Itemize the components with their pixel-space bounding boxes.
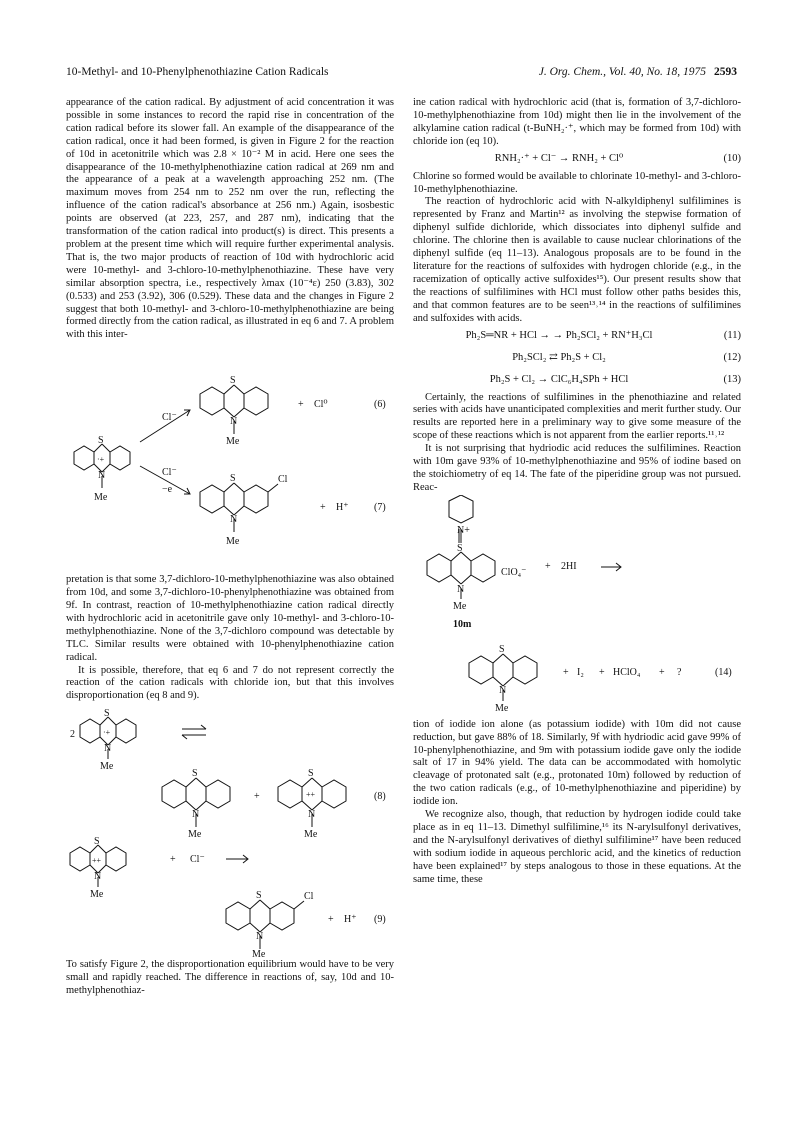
compound-label-10m: 10m — [453, 618, 472, 630]
dication-charge: ++ — [306, 790, 316, 800]
sulfur-label: S — [230, 375, 236, 387]
methyl-label: Me — [453, 600, 467, 612]
paragraph: ine cation radical with hydrochloric acid (that is, formation of 3,7-dichloro-10-methylphenothiazine from 10d) might then lie in the involvement of the alkylamine cation radical (t-BuNH₂·⁺, which may be formed from 10d) with chloride ion (eq 10). — [413, 97, 741, 147]
running-title: 10-Methyl- and 10-Phenylphenothiazine Cation Radicals — [66, 66, 329, 78]
sulfur-label: S — [499, 643, 505, 655]
sulfur-label: S — [192, 768, 198, 780]
plus-sign: + — [328, 914, 334, 926]
equation-number-7: (7) — [374, 502, 386, 514]
iodine: I₂ — [577, 666, 584, 678]
nitrogen-label: N — [308, 809, 316, 821]
equation-number-8: (8) — [374, 791, 386, 803]
methyl-label: Me — [252, 949, 266, 960]
perchloric-acid: HClO₄ — [613, 666, 641, 678]
equation-number: (11) — [723, 330, 741, 342]
sulfur-label: S — [104, 708, 110, 720]
methyl-label: Me — [100, 761, 114, 773]
radical-charge: ·+ — [103, 728, 111, 738]
right-column — [413, 97, 741, 887]
equation-number-9: (9) — [374, 914, 386, 926]
scheme-eq14 — [413, 495, 741, 719]
chlorine-radical: Cl⁰ — [314, 399, 328, 411]
methyl-label: Me — [226, 536, 240, 548]
equation-text: RNH₂·⁺ + Cl⁻ → RNH₂ + Cl⁰ — [494, 153, 624, 165]
nitrogen-label: N — [94, 871, 102, 883]
perchlorate-counterion: ClO₄⁻ — [501, 566, 527, 578]
equation-number: (13) — [723, 374, 741, 386]
methyl-label: Me — [188, 829, 202, 841]
equation-10 — [413, 149, 741, 171]
coefficient: 2 — [70, 729, 75, 741]
proton: H⁺ — [336, 502, 349, 514]
paragraph: tion of iodide ion alone (as potassium iodide) with 10m did not cause reduction, but gave 88% of 18. Similarly, 9f with hydriodic acid gave 99% of 10-phenylphenothiazine, and 9m with potassium iodide gave only the iodide salt of 17 in 94% yield. The data can be accommodated with homolytic cleavage of protonated salt (e.g., protonated 10m) followed by reduction of the two cation radicals (e.g., of 10-methylphenothiazine and piperidine) by iodide ion. — [413, 718, 741, 808]
journal-citation — [539, 66, 737, 78]
paragraph: To satisfy Figure 2, the disproportionation equilibrium would have to be very small and rapidly reached. The difference in reactions of, say, 10d and 10-methylphenothiaz- — [66, 959, 394, 997]
nitrogen-label: N — [499, 684, 507, 696]
plus-sign: + — [170, 854, 176, 866]
nitrogen-label: N — [256, 931, 264, 943]
nitrogen-plus-label: N+ — [457, 524, 470, 536]
paragraph: appearance of the cation radical. By adjustment of acid concentration it was possible in some instances to record the rapid rise in concentration of the cation radical before its slower fall. An example of the disappearance of the cation radical, once it had been formed, is given in Figure 2 for the reaction of 10d in acetonitrile which was 2.8 × 10⁻² M in acid. Here one sees the disappearance of the 10-methylphenothiazine cation radical at 269 nm and the appearance of a peak at a wavelength approaching 252 nm. (The maximum moves from 254 nm to 252 nm over the run, reflecting the influence of the cation radical's absorbance at 256 nm.) Again, isosbestic points are observed (at 223, 257, and 287 nm), indicating that the transformation of the cation radical into product(s) is direct. This presents a problem at the present time which will require further experimental analysis. That is, the two major products of reaction of 10d with hydrochloric acid were 10-methyl- and 3-chloro-10-methylphenothiazine. These have very similar absorption spectra, i.e., respectively λmax (10⁻⁴ε) 250 (3.83), 302 (0.533) and 253 (3.92), 306 (0.529). These data and the changes in Figure 2 suggest that both 10-methyl- and 3-chloro-10-methylphenothiazine are being formed directly from the cation radical, as illustrated in eq 6 and 7. A problem with this inter- — [66, 97, 394, 341]
equation-number-6: (6) — [374, 399, 386, 411]
equation-number: (12) — [723, 352, 741, 364]
nitrogen-label: N — [98, 470, 106, 482]
plus-sign: + — [599, 666, 605, 678]
sulfur-label: S — [230, 473, 236, 485]
radical-charge: ·+ — [97, 455, 105, 465]
paragraph: pretation is that some 3,7-dichloro-10-methylphenothiazine was also obtained from 10d, and some 3,7-dichloro-10-phenylphenothiazine was obtained from 9f. In contrast, reaction of 10-methylphenothiazine cation radical directly with hydrochloric acid in acetonitrile gave only 10-methyl- and 3-chloro-10-methylphenothiazine. None of the 3,7-dichloro compound was detectable by TLC. Similar results were obtained with 10-phenylphenothiazine cation radical. — [66, 574, 394, 663]
plus-sign: + — [545, 560, 551, 572]
sulfur-label: S — [256, 890, 262, 902]
page-number: 2593 — [714, 66, 737, 78]
left-column — [66, 97, 394, 998]
sulfur-label: S — [308, 768, 314, 780]
sulfur-label: S — [98, 435, 104, 447]
nitrogen-label: N — [457, 583, 465, 595]
equation-number-14: (14) — [715, 666, 732, 678]
methyl-label: Me — [94, 492, 108, 504]
nitrogen-label: N — [230, 514, 238, 526]
equation-12 — [413, 348, 741, 370]
methyl-label: Me — [495, 702, 509, 714]
equation-number: (10) — [723, 153, 741, 165]
nitrogen-label: N — [104, 743, 112, 755]
hydriodic-acid: 2HI — [561, 560, 577, 572]
unknown-product: ? — [677, 666, 682, 678]
dication-charge: ++ — [92, 856, 102, 866]
chloride-reagent: Cl⁻ — [162, 412, 177, 424]
journal-name: J. Org. Chem., Vol. 40, No. 18, 1975 — [538, 66, 706, 78]
paragraph: We recognize also, though, that reduction by hydrogen iodide could take place as in eq 11–13. Dimethyl sulfilimine,¹⁶ its N-arylsulfonyl derivatives, and the N-arylsulfonyl derivatives of diethyl sulfilimine¹⁷ have been reduced with sodium iodide in aqueous perchloric acid, and the kinetics of reduction have been explained¹⁷ by steps analogous to those in these equations. At the same time, these — [413, 809, 741, 885]
plus-sign: + — [563, 666, 569, 678]
scheme-eq6-7 — [66, 342, 394, 574]
equation-text: Ph₂S═NR + HCl → → Ph₂SCl₂ + RN⁺H₃Cl — [465, 330, 653, 342]
equation-text: Ph₂SCl₂ ⇄ Ph₂S + Cl₂ — [512, 352, 606, 364]
methyl-label: Me — [90, 889, 104, 901]
nitrogen-label: N — [230, 416, 238, 428]
sulfur-label: S — [457, 542, 463, 554]
equation-text: Ph₂S + Cl₂ → ClC₆H₄SPh + HCl — [489, 374, 629, 386]
chloride-reagent-2: Cl⁻ — [162, 467, 177, 479]
paragraph: It is possible, therefore, that eq 6 and 7 do not represent correctly the reaction of the cation radicals with chloride ion, but that this involves disproportionation (eq 8 and 9). — [66, 664, 394, 702]
sulfur-label: S — [94, 836, 100, 848]
methyl-label: Me — [226, 436, 240, 448]
chloro-substituent: Cl — [278, 474, 288, 486]
plus-sign: + — [254, 791, 260, 803]
nitrogen-label: N — [192, 809, 200, 821]
plus-sign: + — [320, 502, 326, 514]
equation-11 — [413, 326, 741, 348]
plus-sign: + — [659, 666, 665, 678]
methyl-label: Me — [304, 829, 318, 841]
chloride-reagent: Cl⁻ — [190, 854, 205, 866]
paragraph: The reaction of hydrochloric acid with N-alkyldiphenyl sulfilimines is represented by Franz and Martin¹² as involving the stepwise formation of diphenyl sulfide dichloride, which dissociates into diphenyl sulfide and chlorine. The chlorine then is available to cause nuclear chlorinations of the diphenyl sulfide (eq 11–13). Analogous proposals are to be found in the literature for the reactions of sulfoxides with hydrogen chloride (e.g., in the racemization of optically active sulfoxides¹⁵). Our present results show that the reactions of sulfilimines with HCl must follow other paths besides this, and that common features are to be seen¹³˒¹⁴ in the reactions of sulfilimines and sulfoxides with acids. — [413, 196, 741, 324]
equation-13 — [413, 370, 741, 392]
proton: H⁺ — [344, 914, 357, 926]
paragraph: Certainly, the reactions of sulfilimines in the phenothiazine and related series with acids have unanticipated complexities and merit further study. Our results are reported here in a preliminary way to give some measure of the scope of these reactions which is not apparent from the earlier reports.¹¹˒¹² — [413, 391, 741, 442]
chloro-substituent: Cl — [304, 891, 314, 903]
paragraph: It is not surprising that hydriodic acid reduces the sulfilimines. Reaction with 10m gave 93% of 10-methylphenothiazine and 95% of iodine based on the stoichiometry of eq 14. The fate of the piperidine group was not pursued. Reac- — [413, 443, 741, 493]
paragraph: Chlorine so formed would be available to chlorinate 10-methyl- and 3-chloro-10-methylphenothiazine. — [413, 170, 741, 195]
scheme-eq8-9 — [66, 703, 394, 959]
plus-sign: + — [298, 399, 304, 411]
electron-loss: −e — [162, 484, 173, 496]
